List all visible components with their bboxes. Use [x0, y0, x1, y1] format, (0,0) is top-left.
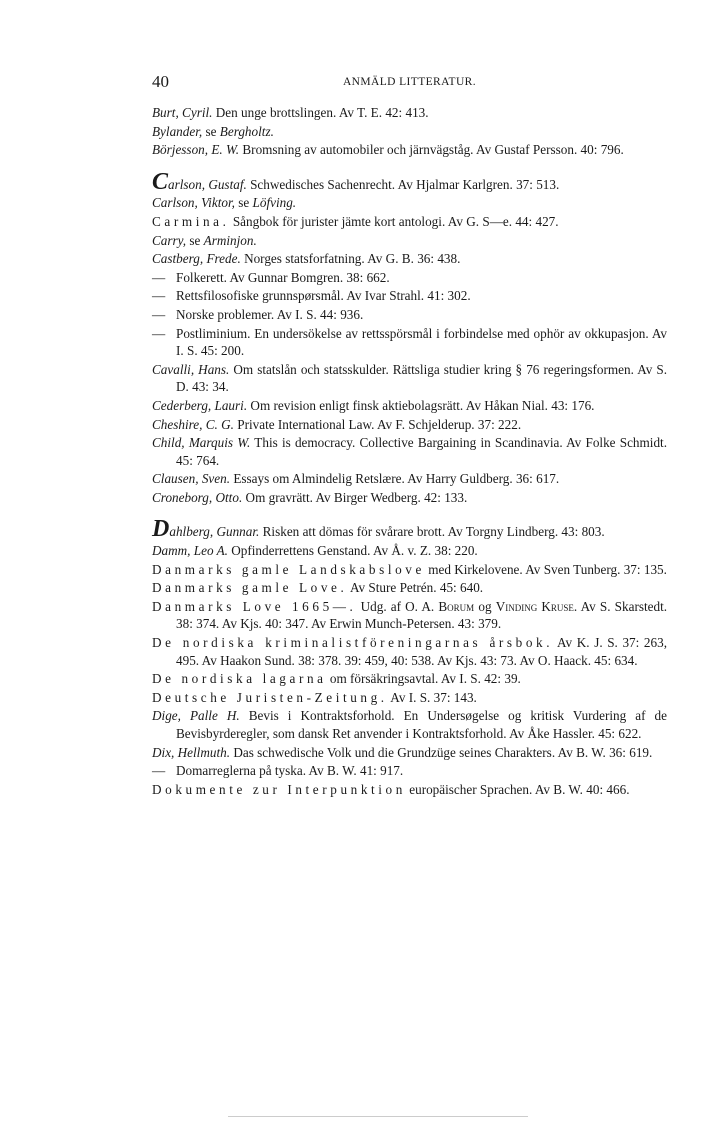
index-entry: — Postliminium. En undersökelse av rettsspörsmål i forbindelse med ophör av okkupasjon. Av I. S. 45: 200. [152, 325, 667, 359]
index-entry: Carry, se Arminjon. [152, 232, 257, 248]
index-entry: — Norske problemer. Av I. S. 44: 936. [152, 306, 364, 322]
index-entry: Clausen, Sven. Essays om Almindelig Retslære. Av Harry Guldberg. 36: 617. [152, 471, 560, 487]
index-entry: Cavalli, Hans. Om statslån och statsskulder. Rättsliga studier kring § 76 regeringsformen. Av S. D. 43: 34. [152, 361, 668, 395]
index-entry: De nordiska kriminalistföreningarnas årsbok. Av K. J. S. 37: 263, 495. Av Haakon Sund. 38: 378. 39: 459, 40: 538. Av Kjs. 43: 73. Av O. Haack. 45: 634. [152, 635, 668, 668]
scan-edge-line [228, 1116, 528, 1117]
index-entry: Cheshire, C. G. Private International Law. Av F. Schjelderup. 37: 222. [152, 416, 522, 432]
index-entry: Carmina. Sångbok för jurister jämte kort antologi. Av G. S—e. 44: 427. [152, 213, 559, 229]
index-entry: Castberg, Frede. Norges statsforfatning. Av G. B. 36: 438. [152, 251, 461, 267]
index-entry: De nordiska lagarna om försäkringsavtal. Av I. S. 42: 39. [152, 671, 521, 687]
page-header [152, 72, 667, 94]
index-entry: — Rettsfilosofiske grunnspørsmål. Av Ivar Strahl. 41: 302. [152, 288, 471, 304]
index-entry: Damm, Leo A. Opfinderrettens Genstand. Av Å. v. Z. 38: 220. [152, 543, 478, 559]
index-entry: Carlson, Gustaf. Schwedisches Sachenrecht. Av Hjalmar Karlgren. 37: 513. [152, 168, 560, 195]
index-entry: — Domarreglerna på tyska. Av B. W. 41: 917. [152, 763, 404, 779]
running-title: ANMÄLD LITTERATUR. [342, 76, 477, 88]
index-entry: Danmarks gamle Love. Av Sture Petrén. 45: 640. [152, 580, 484, 596]
index-entry: Croneborg, Otto. Om gravrätt. Av Birger Wedberg. 42: 133. [152, 489, 468, 505]
index-entry: Child, Marquis W. This is democracy. Collective Bargaining in Scandinavia. Av Folke Schmidt. 45: 764. [152, 435, 667, 468]
index-entry: Dokumente zur Interpunktion europäischer Sprachen. Av B. W. 40: 466. [152, 781, 630, 797]
index-entry: Burt, Cyril. Den unge brottslingen. Av T. E. 42: 413. [152, 105, 429, 120]
index-entries [152, 104, 667, 799]
section-initial: D [152, 516, 170, 543]
index-entry: Dige, Palle H. Bevis i Kontraktsforhold. En Undersøgelse og kritisk Vurdering af de Bevisbyrderegler, som dansk Ret anvender i Kontraktsforhold. Av Åke Hassler. 45: 622. [152, 708, 668, 741]
index-entry: — Folkerett. Av Gunnar Bomgren. 38: 662. [152, 269, 390, 285]
index-entry: Danmarks gamle Landskabslove med Kirkelovene. Av Sven Tunberg. 37: 135. [152, 561, 667, 577]
page-number: 40 [152, 72, 169, 91]
index-entry: Carlson, Viktor, se Löfving. [152, 195, 297, 211]
index-entry: Dix, Hellmuth. Das schwedische Volk und die Grundzüge seines Charakters. Av B. W. 36: 619. [152, 744, 653, 760]
index-entry: Deutsche Juristen-Zeitung. Av I. S. 37: 143. [152, 689, 477, 705]
index-entry: Börjesson, E. W. Bromsning av automobiler och järnvägståg. Av Gustaf Persson. 40: 796. [152, 142, 624, 158]
index-entry: Danmarks Love 1665—. Udg. af O. A. Borum og Vinding Kruse. Av S. Skarstedt. 38: 374. Av Kjs. 40: 347. Av Erwin Munch-Petersen. 43: 379. [152, 598, 668, 632]
section-initial: C [152, 168, 169, 195]
index-entry: Bylander, se Bergholtz. [152, 123, 274, 139]
index-entry: Cederberg, Lauri. Om revision enligt finsk aktiebolagsrätt. Av Håkan Nial. 43: 176. [152, 397, 595, 413]
index-entry: Dahlberg, Gunnar. Risken att dömas för svårare brott. Av Torgny Lindberg. 43: 803. [152, 516, 605, 543]
